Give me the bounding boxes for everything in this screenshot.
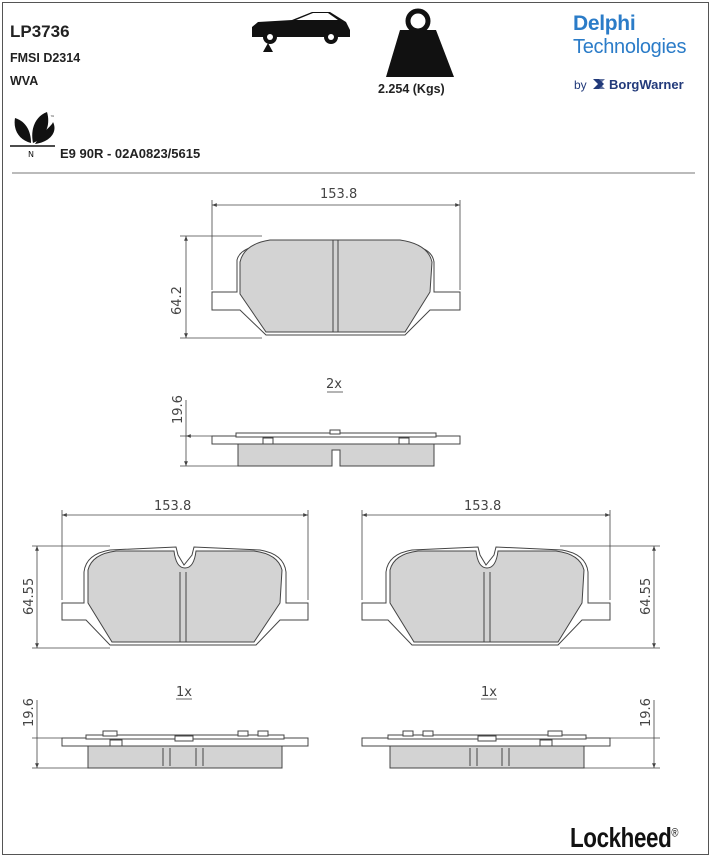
left-pad-face-view — [32, 510, 308, 648]
eco-mark: N — [28, 150, 34, 159]
wva-code: WVA — [10, 74, 39, 88]
right-pad-thickness-label: 19.6 — [639, 698, 654, 727]
left-pad-height-label: 64.55 — [22, 577, 37, 615]
left-pad-quantity: 1x — [176, 685, 192, 700]
part-number: LP3736 — [10, 22, 70, 41]
left-pad-width-label: 153.8 — [154, 499, 192, 514]
left-pad-side-view — [32, 699, 308, 768]
fmsi-code: FMSI D2314 — [10, 51, 81, 65]
top-pad-thickness-label: 19.6 — [171, 395, 186, 424]
registered-mark: ® — [671, 825, 679, 840]
car-lift-icon — [252, 12, 350, 52]
weight-icon — [386, 11, 454, 77]
right-pad-height-label: 64.55 — [639, 577, 654, 615]
brand-name-line2: Technologies — [573, 36, 687, 58]
eco-leaf-icon — [10, 112, 55, 159]
right-pad-face-view — [362, 510, 660, 648]
right-pad-side-view — [362, 699, 660, 768]
weight-value: 2.254 (Kgs) — [378, 82, 445, 96]
top-pad-width-label: 153.8 — [320, 187, 358, 202]
top-pad-face-view — [180, 200, 460, 338]
right-pad-width-label: 153.8 — [464, 499, 502, 514]
brand-name-line1: Delphi — [573, 12, 636, 35]
left-pad-thickness-label: 19.6 — [22, 698, 37, 727]
top-pad-quantity: 2x — [326, 377, 342, 392]
brand-by: by — [574, 78, 587, 92]
borgwarner-logo-icon — [593, 79, 605, 89]
partner-brand: BorgWarner — [609, 77, 684, 92]
top-pad-side-view — [180, 392, 460, 466]
eco-trademark: ™ — [50, 115, 55, 121]
approval-number: E9 90R - 02A0823/5615 — [60, 146, 201, 161]
top-pad-height-label: 64.2 — [170, 286, 185, 315]
right-pad-quantity: 1x — [481, 685, 497, 700]
footer-brand-text: Lockheed — [570, 822, 672, 853]
